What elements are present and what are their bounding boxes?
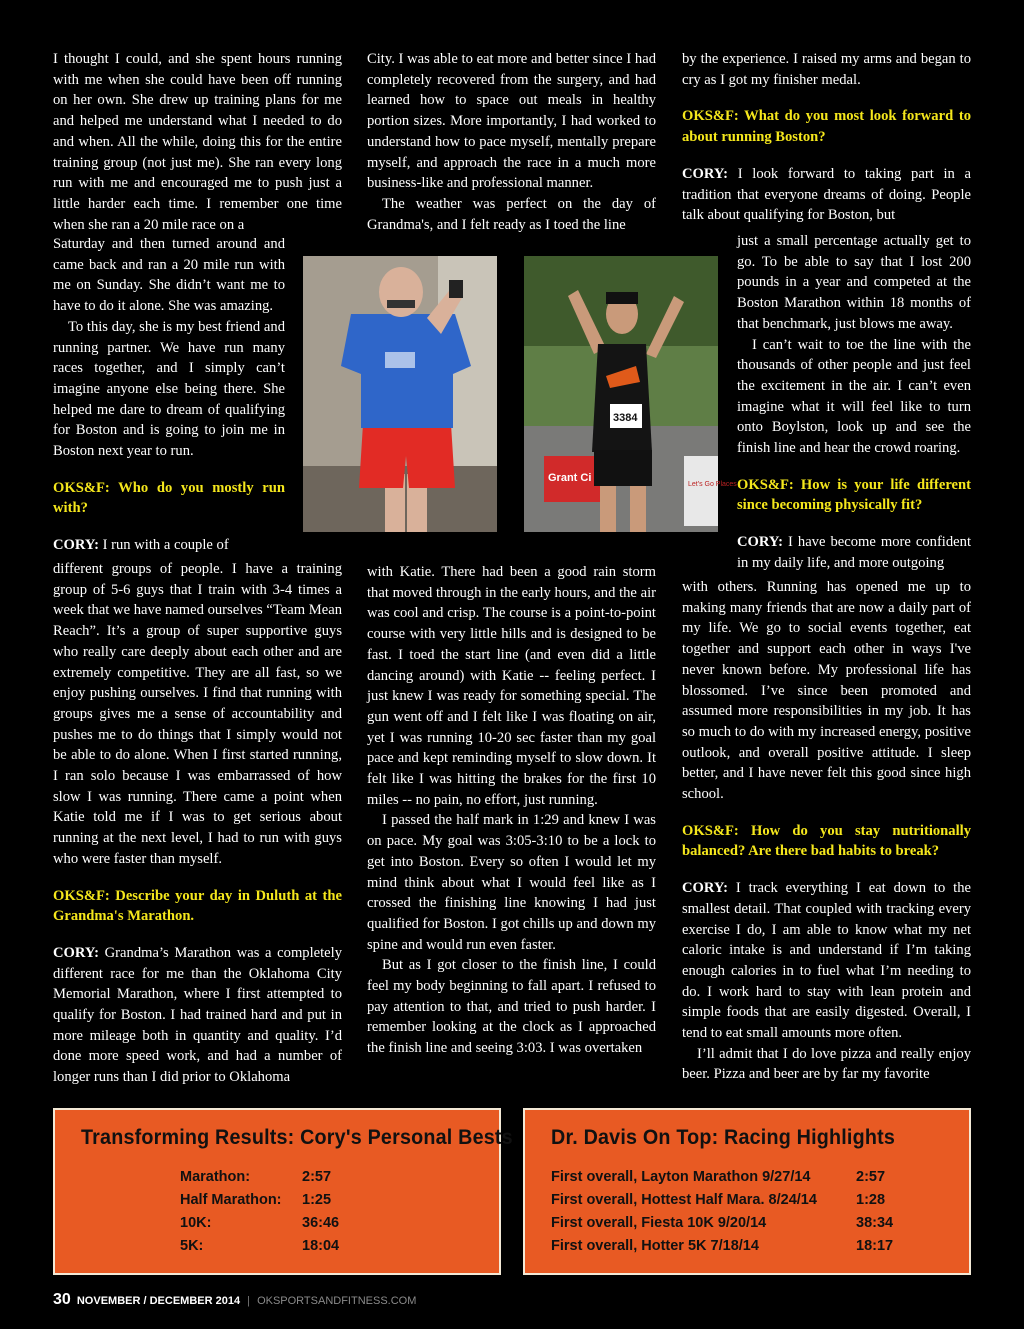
racing-highlights-box [523,1108,971,1275]
highlight-value: 38:34 [856,1215,894,1231]
record-value: 2:57 [302,1169,332,1185]
column-2-top [367,49,656,235]
column-1-bottom [53,559,342,1088]
paragraph: I thought I could, and she spent hours running with me when she could have been off running on her own. She drew up training plans for me and helped me understand what I needed to do and when. All the while, doing this for the entire training group (not just me). She ran every long run with me and encouraged me to push just a little harder each time. I remember one time when she ran a 20 mile race on a [53,51,342,233]
paragraph [53,943,342,1088]
issue-date: NOVEMBER / DECEMBER 2014 [76,1295,241,1307]
record-value: 36:46 [302,1215,340,1231]
column-1-narrow [53,234,285,556]
page-number: 30 [53,1291,71,1308]
site-url: OKSPORTSANDFITNESS.COM [257,1295,417,1307]
column-3-narrow [737,231,971,574]
paragraph: The weather was perfect on the day of Grandma's, and I felt ready as I toed the line [367,195,656,233]
paragraph: But as I got closer to the finish line, I could feel my body beginning to fall apart. I refused to pay attention to that, and tried to push harder. I remember looking at the clock as I approached the finish line and seeing 3:03. I was overtaken [367,957,656,1057]
record-label: 5K: [180,1238,204,1254]
answer-text: I look forward to taking part in a tradition that everyone dreams of doing. People talk about qualifying for Boston, but [682,165,971,224]
paragraph: Saturday and then turned around and came back and ran a 20 mile run with me on Sunday. She didn’t want me to have to do it alone. She was amazing. [53,236,285,315]
speaker-label: CORY: [53,537,99,554]
box-title: Dr. Davis On Top: Racing Highlights [551,1126,896,1149]
record-value: 1:25 [302,1192,332,1208]
paragraph [737,532,971,573]
column-3-bottom [682,577,971,1085]
highlight-label: First overall, Hottest Half Mara. 8/24/14 [551,1192,817,1208]
answer-text: I have become more confident in my daily life, and more outgoing [737,534,971,571]
finish-photo-image [524,256,737,532]
answer-text: Grandma’s Marathon was a completely different race for me than the Oklahoma City Memorial Marathon, where I first attempted to qualify for Boston. I had trained hard and put in more mileage both in quantity and quality. I’d done more speed work, and had a number of longer runs than I did prior to Oklahoma [53,944,343,1086]
record-label: Marathon: [180,1169,251,1185]
speaker-label: CORY: [737,534,783,551]
question-heading: OKS&F: Describe your day in Duluth at the Grandma's Marathon. [53,887,342,925]
before-photo-image [303,256,497,532]
sign-text: Let's Go Places [688,481,737,488]
highlight-value: 18:17 [856,1238,894,1254]
paragraph: just a small percentage actually get to go. To be able to say that I lost 200 pounds in a year and competed at the Boston Marathon within 18 months of that benchmark, just blows me away. [737,233,971,332]
highlight-label: First overall, Fiesta 10K 9/20/14 [551,1215,767,1231]
paragraph: with Katie. There had been a good rain storm that moved through in the early hours, and the air was cool and crisp. The course is a point-to-point course with very little hills and is designed to be fast. I toed the start line (and even did a little dancing around) with Katie -- feeling perfect. I just knew I was ready for something special. The gun went off and I felt like I was floating on air, yet I was running 10-20 sec faster than my goal pace and kept reminding myself to slow down. It felt like I was hitting the brakes for the first 10 miles -- no pain, no effort, just running. [367,564,656,808]
speaker-label: CORY: [53,944,99,961]
column-1-top [53,49,342,235]
record-label: Half Marathon: [180,1192,282,1208]
highlight-label: First overall, Layton Marathon 9/27/14 [551,1169,811,1185]
finish-photo [524,256,737,532]
highlight-label: First overall, Hotter 5K 7/18/14 [551,1238,759,1254]
column-2-bottom [367,562,656,1059]
bib-number: 3384 [613,412,638,424]
question-heading: OKS&F: How do you stay nutritionally balanced? Are there bad habits to break? [682,822,971,860]
paragraph [682,878,971,1044]
box-title: Transforming Results: Cory's Personal Bests [81,1126,513,1149]
paragraph: with others. Running has opened me up to making many friends that are now a daily part of my life. We go to social events together, eat together and support each other in ways I've never known before. My professional life has blossomed. I’ve since been promoted and assumed more responsibilities in my job. It has so much to do with my increased energy, positive outlook, and overall positive attitude. I sleep better, and I have never felt this good since high school. [682,579,971,803]
question-heading: OKS&F: What do you most look forward to about running Boston? [682,108,971,146]
personal-bests-box [53,1108,513,1275]
paragraph: different groups of people. I have a training group of 5-6 guys that I train with 3-4 times a week that we have named ourselves “Team Mean Reach”. It’s a group of super supportive guys who really care deeply about each other and are extremely competitive. They are all fast, so we enjoy pushing ourselves. I find that running with groups gives me a sense of accountability and pushes me to do things that I simply would not be able to do alone. When I first started running, I ran solo because I was embarrassed of how slow I was running. There came a point when Katie told me if I was to get serious about running at the next level, I had to run with guys who were faster than myself. [53,561,342,867]
highlight-value: 2:57 [856,1169,886,1185]
question-heading: OKS&F: How is your life different since becoming physically fit? [737,476,971,514]
paragraph: I can’t wait to toe the line with the thousands of other people and just feel the excitement in the air. I can’t even imagine what it will feel like to turn onto Boylston, look up and see the finish line and hear the crowd roaring. [737,336,971,457]
paragraph: I’ll admit that I do love pizza and really enjoy beer. Pizza and beer are by far my favorite [682,1045,971,1083]
question-heading: OKS&F: Who do you mostly run with? [53,479,285,517]
column-3-top [682,49,971,226]
paragraph: City. I was able to eat more and better since I had completely recovered from the surgery, and had learned how to space out meals in healthy portion sizes. More importantly, I had worked to understand how to pace myself, mentally prepare myself, and approach the race in a much more business-like and professional manner. [367,51,656,192]
speaker-label: CORY: [682,165,728,182]
record-value: 18:04 [302,1238,340,1254]
paragraph: To this day, she is my best friend and running partner. We have run many races together, and I simply can’t imagine anyone else being there. She helped me dare to dream of qualifying for Boston and is going to join me in Boston next year to run. [53,318,285,460]
speaker-label: CORY: [682,880,728,897]
banner-text: Grant Ci [548,472,592,484]
record-label: 10K: [180,1215,212,1231]
before-photo [303,256,497,532]
paragraph [53,535,285,556]
paragraph [682,164,971,226]
footer-separator: | [247,1295,250,1307]
page-footer [53,1291,416,1309]
paragraph: I passed the half mark in 1:29 and knew I was on pace. My goal was 3:05-3:10 to be a lock to get into Boston. Every so often I would let my mind think about what I would feel like as I crossed the finishing line knowing I had just qualified for Boston. I got chills up and down my spine and would run even faster. [367,812,656,953]
highlight-value: 1:28 [856,1192,886,1208]
answer-text: I run with a couple of [102,537,229,554]
paragraph: by the experience. I raised my arms and began to cry as I got my finisher medal. [682,51,971,88]
answer-text: I track everything I eat down to the smallest detail. That coupled with tracking every exercise I do, I am able to know what my net caloric intake is and understand if I’m taking enough calories in to fuel what I’m needing to do. I work hard to stay with lean protein and simple foods that are easily digested. Overall, I tend to eat small amounts more often. [682,880,971,1042]
